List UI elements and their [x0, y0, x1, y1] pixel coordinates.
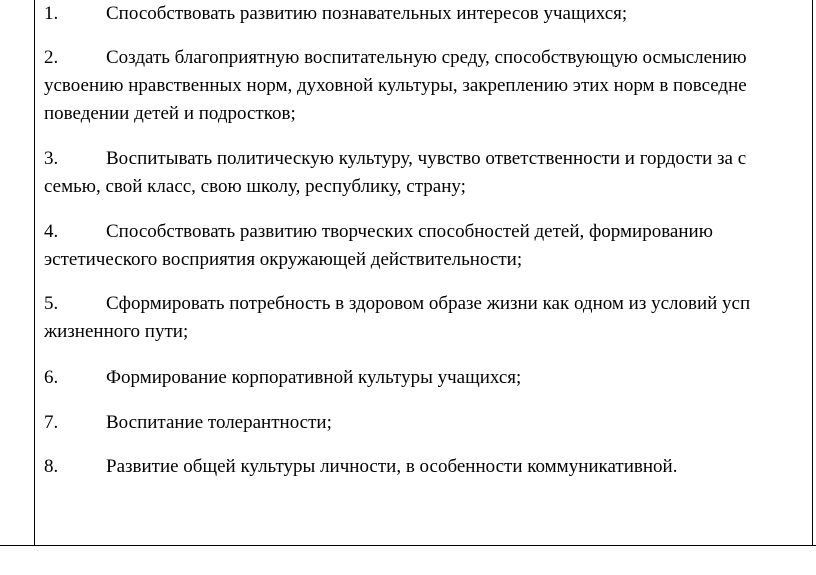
list-item-8 — [44, 453, 816, 481]
list-item-6 — [44, 364, 816, 392]
table-cell-list — [44, 0, 816, 545]
list-number: 7. — [44, 412, 59, 433]
list-text: Воспитывать политическую культуру, чувство ответственности и гордости за с — [106, 148, 747, 169]
list-text-continuation: эстетического восприятия окружающей действительности; — [44, 249, 523, 270]
list-number: 8. — [44, 456, 59, 477]
list-text: Способствовать развитию творческих способностей детей, формированию — [106, 221, 713, 242]
list-item-4 — [44, 218, 816, 274]
list-text: Создать благоприятную воспитательную среду, способствующую осмыслению — [106, 47, 747, 68]
list-text: Сформировать потребность в здоровом образе жизни как одном из условий усп — [106, 293, 751, 314]
list-text-continuation: поведении детей и подростков; — [44, 103, 296, 124]
list-number: 4. — [44, 221, 59, 242]
list-number: 1. — [44, 3, 59, 24]
list-number: 3. — [44, 148, 59, 169]
list-item-5 — [44, 290, 816, 346]
list-text-continuation: жизненного пути; — [44, 321, 189, 342]
list-item-1 — [44, 0, 816, 28]
table-border-bottom — [0, 545, 816, 546]
list-text: Воспитание толерантности; — [106, 412, 332, 433]
list-number: 2. — [44, 47, 59, 68]
list-text: Способствовать развитию познавательных интересов учащихся; — [106, 3, 628, 24]
list-text: Формирование корпоративной культуры учащихся; — [106, 367, 522, 388]
list-item-2 — [44, 44, 816, 128]
list-text-continuation: семью, свой класс, свою школу, республику, страну; — [44, 176, 466, 197]
table-border-left — [34, 0, 35, 546]
list-number: 6. — [44, 367, 59, 388]
list-item-7 — [44, 409, 816, 437]
list-number: 5. — [44, 293, 59, 314]
list-text: Развитие общей культуры личности, в особенности коммуникативной. — [106, 456, 678, 477]
list-item-3 — [44, 145, 816, 201]
list-text-continuation: усвоению нравственных норм, духовной культуры, закреплению этих норм в повседне — [44, 75, 747, 96]
